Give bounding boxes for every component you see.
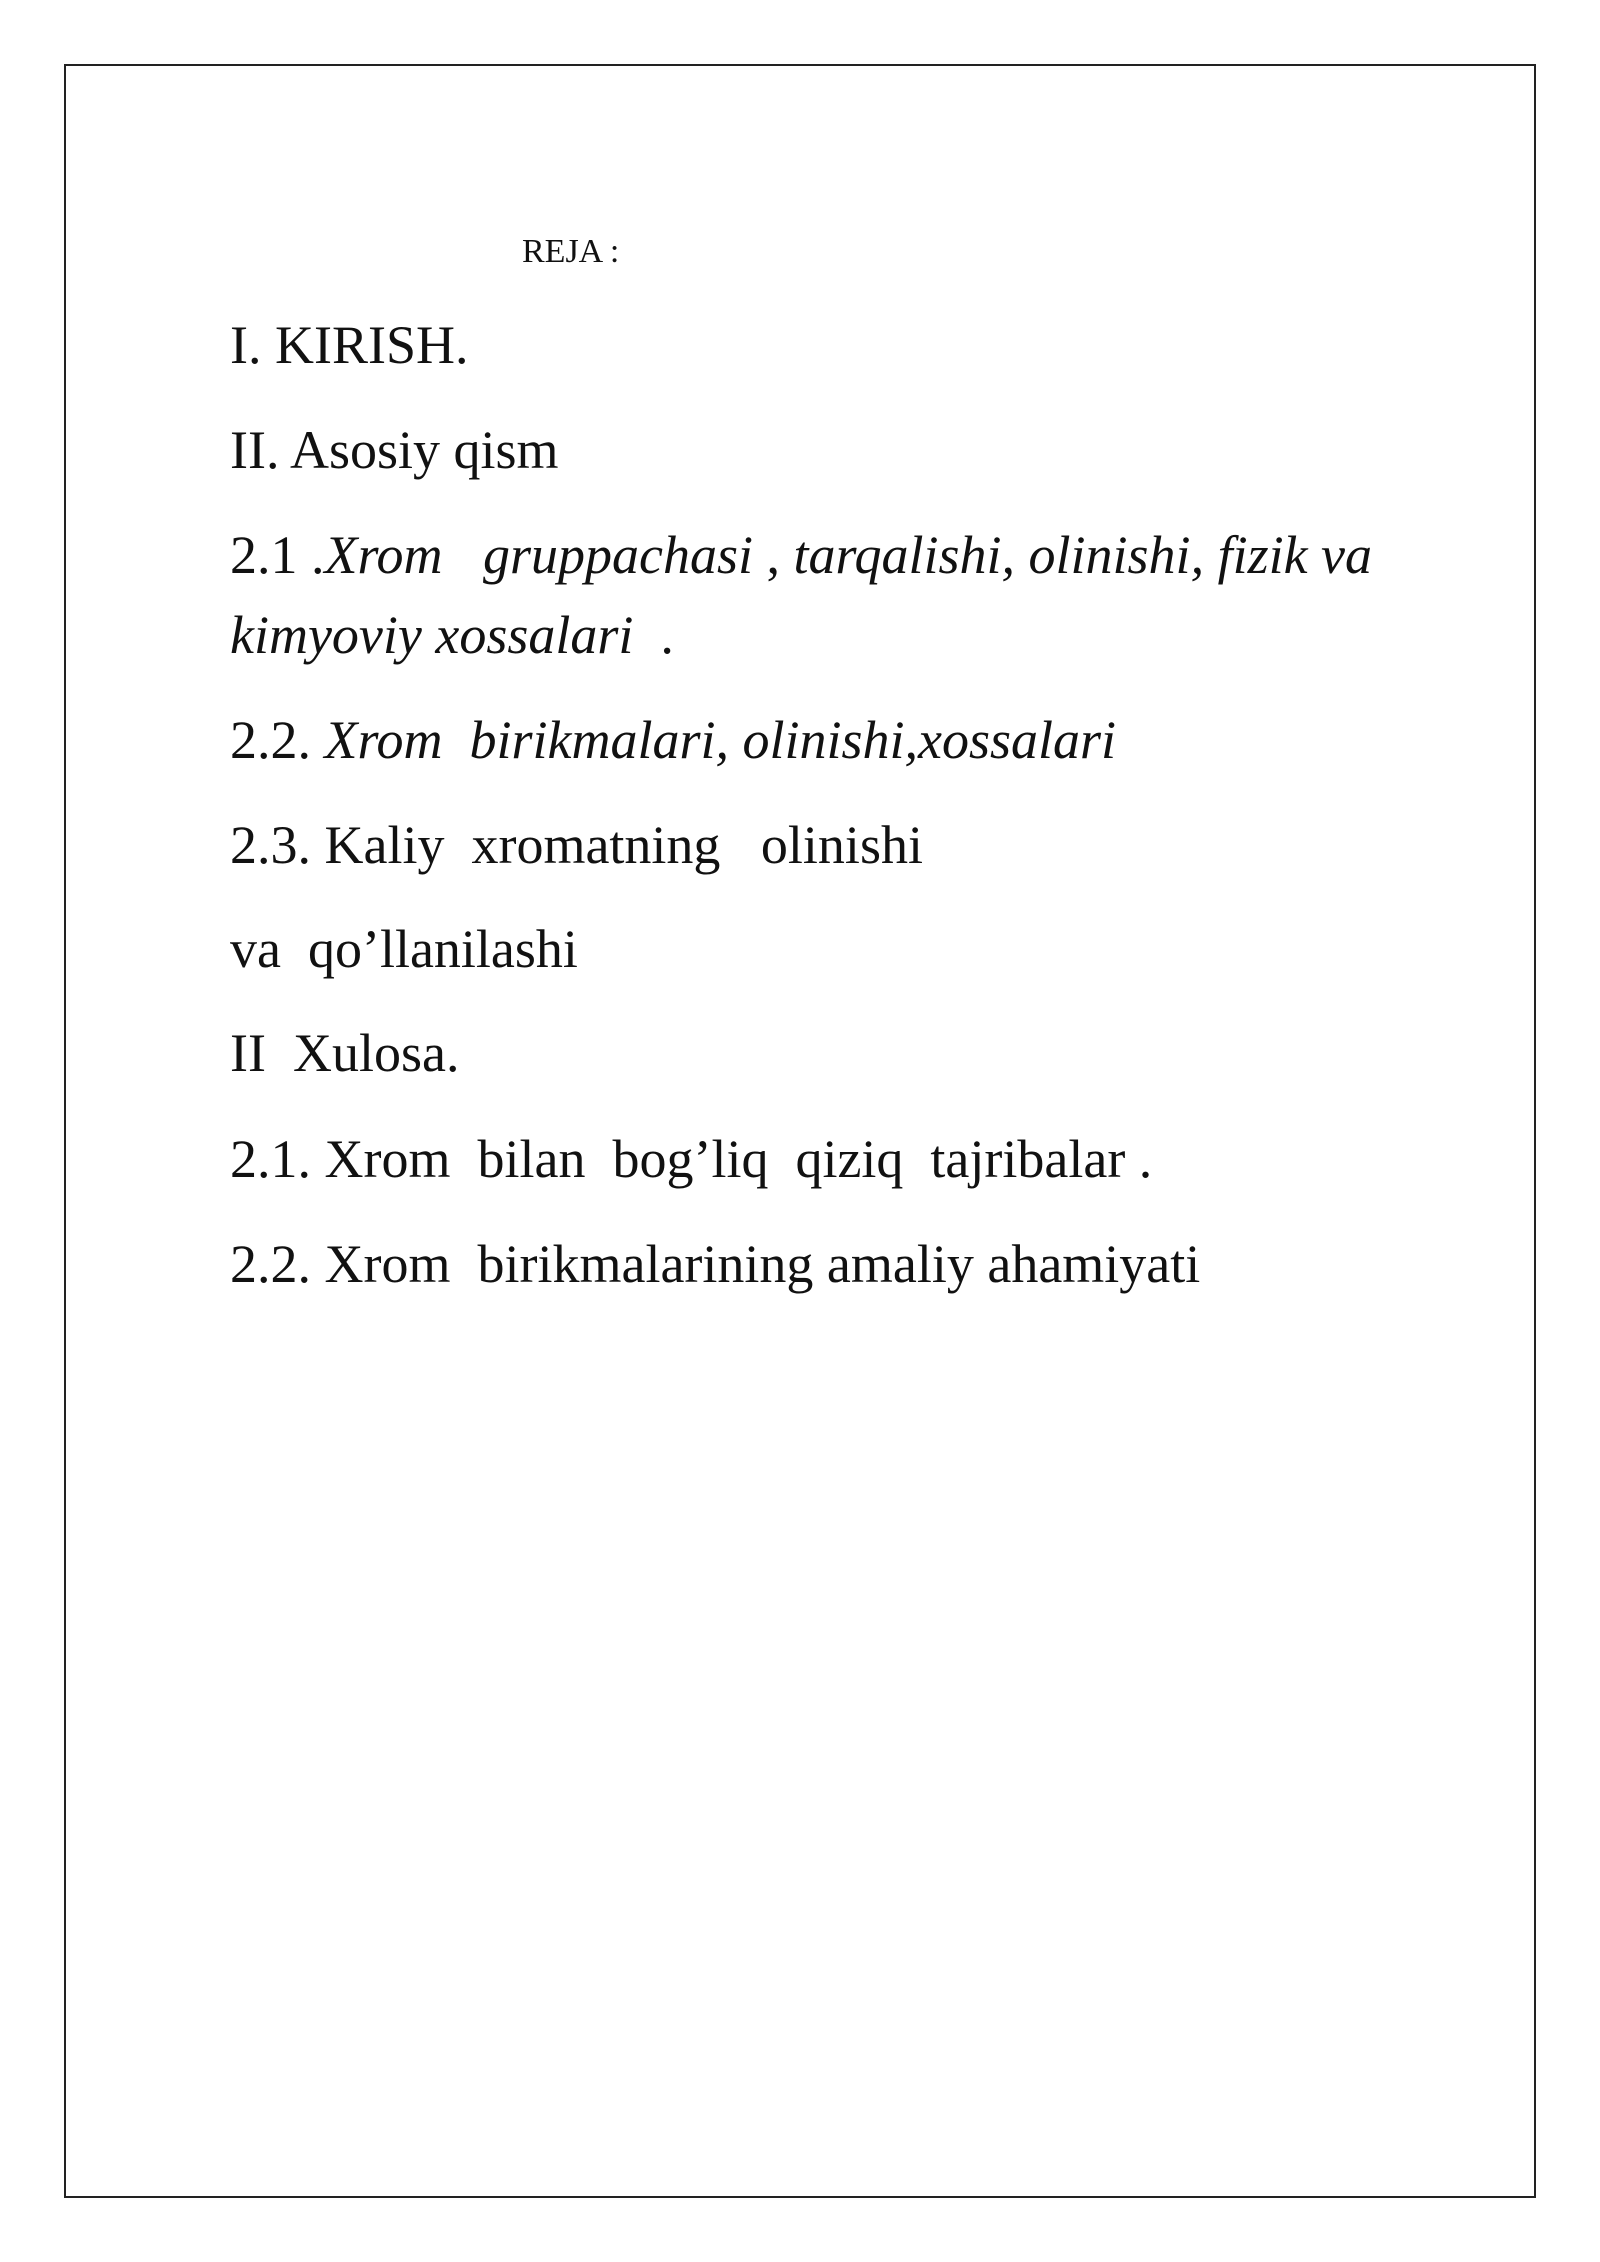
- plan-item-introduction: I. KIRISH.: [230, 315, 469, 375]
- plan-item-2-3: 2.3. Kaliy xromatning olinishi: [230, 815, 923, 875]
- plan-item-2-2-title: Xrom birikmalari, olinishi,xossalari: [324, 710, 1117, 770]
- plan-heading: REJA :: [522, 233, 620, 270]
- plan-item-2-1-tail: .: [633, 605, 674, 665]
- plan-item-main-part: II. Asosiy qism: [230, 420, 559, 480]
- plan-item-2-1-title-c: kimyoviy xossalari: [230, 605, 634, 665]
- plan-item-2-1-separator: ,: [753, 525, 794, 585]
- plan-item-2-1-line-2: [230, 596, 674, 674]
- plan-item-2-1-number: 2.1 .: [230, 525, 325, 585]
- plan-item-conclusion-2-2: 2.2. Xrom birikmalarining amaliy ahamiyati: [230, 1234, 1201, 1294]
- plan-item-2-3-continued: va qo’llanilashi: [230, 919, 578, 979]
- plan-item-2-1-title-b: tarqalishi, olinishi, fizik va: [793, 525, 1373, 585]
- plan-item-2-2: [230, 701, 1116, 779]
- plan-item-2-2-number: 2.2.: [230, 710, 325, 770]
- plan-item-2-1-title-a: Xrom gruppachasi: [324, 525, 753, 585]
- plan-item-conclusion-2-1: 2.1. Xrom bilan bog’liq qiziq tajribalar .: [230, 1129, 1153, 1189]
- plan-item-2-1-line-1: [230, 516, 1372, 594]
- plan-item-conclusion: II Xulosa.: [230, 1023, 460, 1083]
